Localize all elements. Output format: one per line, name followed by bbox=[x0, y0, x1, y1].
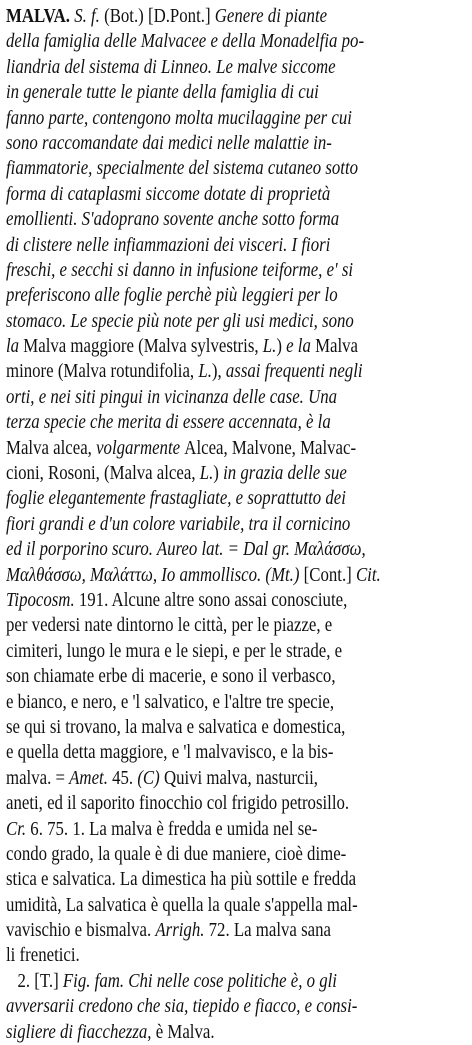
text-run: Quivi malva, nasturcii, bbox=[163, 766, 318, 789]
entry-line bbox=[6, 182, 466, 207]
text-run: forma di cataplasmi siccome dotate di proprietà bbox=[6, 182, 331, 205]
text-run: Tipocosm. bbox=[6, 588, 79, 611]
entry-line bbox=[6, 639, 466, 664]
text-run: (Bot.) [D.Pont.] bbox=[104, 5, 215, 27]
text-run: 2. [T.] bbox=[17, 969, 63, 992]
entry-line bbox=[6, 512, 466, 537]
text-run: orti, e nei siti pingui in vicinanza delle case. Una bbox=[6, 385, 338, 408]
text-run: minore (Malva rotundifolia, bbox=[6, 360, 199, 383]
text-run: ) bbox=[276, 335, 287, 358]
text-run: fiammatorie, specialmente del sistema cutaneo sotto bbox=[6, 157, 359, 180]
text-run: fanno parte, contengono molta mucilaggine per cui bbox=[6, 106, 352, 129]
text-run: liandria del sistema di Linneo. Le malve siccome bbox=[6, 55, 336, 78]
text-run: è Malva. bbox=[155, 1020, 215, 1043]
text-run: Alcea, Malvone, Malvac- bbox=[184, 436, 357, 459]
text-run: per vedersi nate dintorno le città, per le piazze, e bbox=[6, 614, 333, 637]
text-run: 45. bbox=[112, 766, 138, 789]
text-run: terza specie che merita di essere accennata, è la bbox=[6, 411, 331, 434]
entry-line bbox=[6, 283, 466, 308]
entry-line bbox=[6, 461, 466, 486]
text-run: cioni, Rosoni, (Malva alcea, bbox=[6, 462, 200, 485]
entry-line bbox=[6, 29, 466, 54]
text-run: e bianco, e nero, e 'l salvatico, e l'altre tre specie, bbox=[6, 690, 335, 713]
text-run: stica e salvatica. La dimestica ha più sottile e fredda bbox=[6, 868, 357, 891]
text-run: Μαλθάσσω, Μαλάττω, Io ammollisco. (Mt.) bbox=[6, 563, 304, 586]
entry-line bbox=[6, 106, 466, 131]
entry-line bbox=[6, 994, 466, 1019]
entry-line bbox=[6, 613, 466, 638]
text-run: sono raccomandate dai medici nelle malattie in- bbox=[6, 131, 332, 154]
text-run: e la bbox=[286, 335, 316, 358]
text-run: ) bbox=[213, 462, 224, 485]
entry-line bbox=[6, 715, 466, 740]
text-run: umidità, La salvatica è quella la quale s'appella mal- bbox=[6, 893, 358, 916]
entry-line bbox=[6, 207, 466, 232]
entry-line bbox=[6, 969, 472, 994]
entry-line bbox=[6, 131, 466, 156]
text-run: condo grado, la quale è di due maniere, cioè dime- bbox=[6, 842, 347, 865]
text-run: stomaco. Le specie più note per gli usi medici, sono bbox=[6, 309, 354, 332]
text-run: in generale tutte le piante della famiglia di cui bbox=[6, 81, 319, 104]
text-run: (C) bbox=[137, 766, 164, 789]
entry-line bbox=[6, 690, 466, 715]
entry-line bbox=[6, 817, 466, 842]
entry-line bbox=[6, 1020, 466, 1045]
entry-line bbox=[6, 258, 466, 283]
entry-line bbox=[6, 436, 466, 461]
text-run: e quella detta maggiore, e 'l malvavisco, e la bis- bbox=[6, 741, 334, 764]
text-run: Cr. bbox=[6, 817, 31, 840]
dictionary-entry-malva bbox=[6, 4, 466, 1045]
text-run: in grazia delle sue bbox=[223, 462, 347, 485]
entry-line bbox=[6, 943, 466, 968]
text-run: Malva maggiore (Malva sylvestris, bbox=[23, 335, 263, 358]
text-run: malva. = bbox=[6, 766, 70, 789]
text-run: se qui si trovano, la malva e salvatica e domestica, bbox=[6, 715, 346, 738]
entry-line bbox=[6, 664, 466, 689]
entry-line bbox=[6, 4, 466, 29]
text-run: aneti, ed il saporito finocchio col frigido petrosillo. bbox=[6, 792, 350, 815]
text-run: S. f. bbox=[69, 5, 105, 27]
entry-line bbox=[6, 359, 466, 384]
text-run: cimiteri, lungo le mura e le siepi, e per le strade, e bbox=[6, 639, 343, 662]
text-run: avversarii credono che sia, tiepido e fiacco, e consi- bbox=[6, 995, 358, 1018]
text-run: Cit. bbox=[355, 563, 381, 586]
text-run: Amet. bbox=[69, 766, 113, 789]
text-run: Fig. fam. Chi nelle cose politiche è, o gli bbox=[62, 969, 337, 992]
text-run: Arrigh. bbox=[155, 919, 209, 942]
text-run: di clistere nelle infiammazioni dei visceri. I fiori bbox=[6, 233, 331, 256]
entry-line bbox=[6, 410, 466, 435]
entry-line bbox=[6, 588, 466, 613]
entry-line bbox=[6, 309, 466, 334]
entry-line bbox=[6, 537, 466, 562]
text-run: son chiamate erbe di macerie, e sono il verbasco, bbox=[6, 665, 336, 688]
entry-line bbox=[6, 486, 466, 511]
text-run: ), bbox=[211, 360, 226, 383]
entry-line bbox=[6, 385, 466, 410]
text-run: 191. Alcune altre sono assai conosciute, bbox=[78, 588, 348, 611]
text-run: foglie elegantemente frastagliate, e soprattutto dei bbox=[6, 487, 346, 510]
text-run: ed il porporino scuro. Aureo lat. = Dal gr. Μαλάσσω, bbox=[6, 538, 366, 561]
entry-line bbox=[6, 563, 466, 588]
entry-line bbox=[6, 55, 466, 80]
text-run: della famiglia delle Malvacee e della Monadelfia po- bbox=[6, 30, 365, 53]
entry-line bbox=[6, 791, 466, 816]
entry-line bbox=[6, 80, 466, 105]
entry-line bbox=[6, 893, 466, 918]
text-run: freschi, e secchi si danno in infusione teiforme, e' si bbox=[6, 258, 354, 281]
text-run: 6. 75. 1. La malva è fredda e umida nel se- bbox=[30, 817, 318, 840]
text-run: [Cont.] bbox=[303, 563, 356, 586]
entry-line bbox=[6, 766, 466, 791]
text-run: volgarmente bbox=[96, 436, 185, 459]
text-run: sigliere di fiacchezza, bbox=[6, 1020, 156, 1043]
text-run: Genere di piante bbox=[214, 5, 328, 27]
text-run: la bbox=[6, 335, 24, 358]
text-run: L. bbox=[199, 462, 214, 485]
text-run: MALVA. bbox=[6, 5, 70, 27]
text-run: Malva bbox=[315, 335, 359, 358]
text-run: li frenetici. bbox=[6, 944, 80, 967]
entry-line bbox=[6, 740, 466, 765]
text-run: L. bbox=[198, 360, 212, 383]
text-run: vavischio e bismalva. bbox=[6, 919, 156, 942]
text-run: L. bbox=[262, 335, 277, 358]
entry-line bbox=[6, 334, 466, 359]
text-run: fiori grandi e d'un colore variabile, tra il cornicino bbox=[6, 512, 351, 535]
entry-line bbox=[6, 918, 466, 943]
text-run: preferiscono alle foglie perchè più leggieri per lo bbox=[6, 284, 338, 307]
text-run: 72. La malva sana bbox=[208, 919, 331, 942]
entry-line bbox=[6, 156, 466, 181]
entry-line bbox=[6, 233, 466, 258]
text-run: Malva alcea, bbox=[6, 436, 97, 459]
entry-line bbox=[6, 867, 466, 892]
entry-line bbox=[6, 842, 466, 867]
text-run: emollienti. S'adoprano sovente anche sotto forma bbox=[6, 208, 340, 231]
text-run: assai frequenti negli bbox=[225, 360, 363, 383]
